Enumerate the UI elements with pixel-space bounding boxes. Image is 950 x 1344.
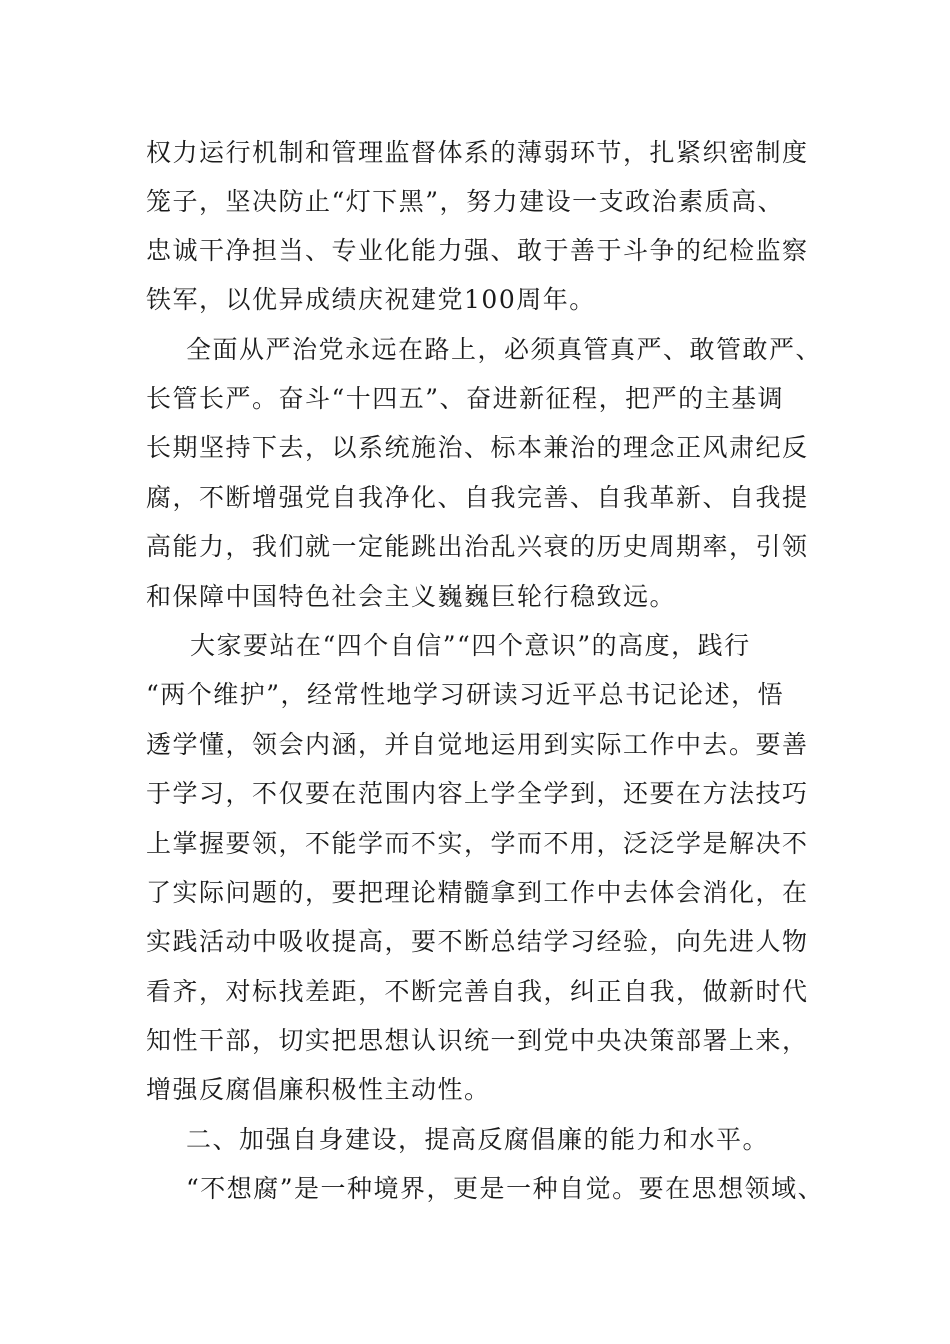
text-line: 知性干部，切实把思想认识统一到党中央决策部署上来， (146, 1026, 809, 1055)
paragraph-first-line: 全面从严治党永远在路上，必须真管真严、敢管敢严、 (186, 335, 823, 364)
section-heading: 二、加强自身建设，提高反腐倡廉的能力和水平。 (186, 1125, 770, 1154)
text-line: 于学习，不仅要在范围内容上学全学到，还要在方法技巧 (146, 779, 809, 808)
text-line: 增强反腐倡廉积极性主动性。 (146, 1075, 491, 1104)
text-line: 笼子，坚决防止“灯下黑”，努力建设一支政治素质高、 (146, 187, 785, 216)
text-line: 权力运行机制和管理监督体系的薄弱环节，扎紧织密制度 (146, 138, 809, 167)
text-line: 长期坚持下去，以系统施治、标本兼治的理念正风肃纪反 (146, 433, 809, 462)
text-line: 高能力，我们就一定能跳出治乱兴衰的历史周期率，引领 (146, 532, 809, 561)
paragraph-first-line: 大家要站在“四个自信”“四个意识”的高度，践行 (190, 631, 751, 660)
text-line: 了实际问题的，要把理论精髓拿到工作中去体会消化，在 (146, 878, 809, 907)
text-line: 上掌握要领，不能学而不实，学而不用，泛泛学是解决不 (146, 829, 809, 858)
text-line: 铁军，以优异成绩庆祝建党100周年。 (146, 285, 596, 314)
paragraph-first-line: “不想腐”是一种境界，更是一种自觉。要在思想领域、 (186, 1174, 825, 1203)
text-line: “两个维护”，经常性地学习研读习近平总书记论述，悟 (146, 680, 785, 709)
text-line: 长管长严。奋斗“十四五”、奋进新征程，把严的主基调 (146, 384, 785, 413)
text-line: 腐，不断增强党自我净化、自我完善、自我革新、自我提 (146, 483, 809, 512)
text-line: 和保障中国特色社会主义巍巍巨轮行稳致远。 (146, 582, 677, 611)
text-line: 透学懂，领会内涵，并自觉地运用到实际工作中去。要善 (146, 730, 809, 759)
text-line: 实践活动中吸收提高，要不断总结学习经验，向先进人物 (146, 927, 809, 956)
text-line: 忠诚干净担当、专业化能力强、敢于善于斗争的纪检监察 (146, 236, 809, 265)
text-line: 看齐，对标找差距，不断完善自我，纠正自我，做新时代 (146, 977, 809, 1006)
